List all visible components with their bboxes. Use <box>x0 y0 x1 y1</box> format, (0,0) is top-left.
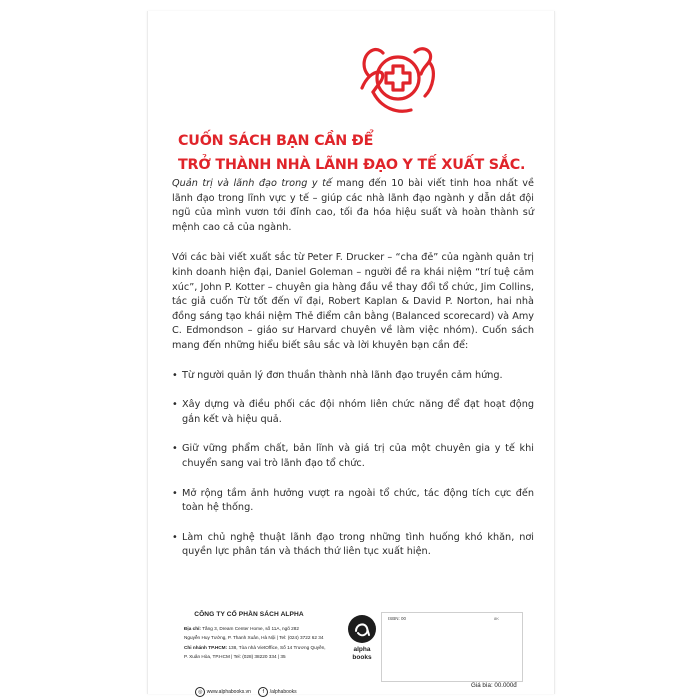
alpha-books-logo <box>346 611 380 683</box>
list-item: • Từ người quản lý đơn thuần thành nhà lãnh đạo truyền cảm hứng. <box>172 369 534 384</box>
headline-line-2: TRỞ THÀNH NHÀ LÃNH ĐẠO Y TẾ XUẤT SẮC. <box>178 157 526 173</box>
bullet: • <box>172 443 178 455</box>
intro-text: mang đến 10 bài viết tinh hoa nhất về lãnh đạo trong lĩnh vực y tế – giúp các nhà lãnh đạo ngành y dẫn dắt đội ngũ của mình vươn tới đỉnh cao, tối đa hóa hiệu suất và hoàn thành sứ mệnh cao cả của ngành. <box>172 178 534 233</box>
list-item: • Làm chủ nghệ thuật lãnh đạo trong những tình huống khó khăn, nơi quyền lực phân tán và thách thứ liên tục xuất hiện. <box>172 531 534 558</box>
hands-holding-medical-cross-icon <box>353 28 441 120</box>
intro-book-title: Quản trị và lãnh đạo trong y tế <box>172 178 332 189</box>
company-name: CÔNG TY CỔ PHẦN SÁCH ALPHA <box>194 611 304 618</box>
isbn-barcode-box <box>381 612 523 682</box>
cover-price: Giá bìa: 00.000đ <box>471 682 517 689</box>
headline <box>178 129 548 177</box>
bullet: • <box>172 531 178 543</box>
intro-paragraph <box>172 177 534 235</box>
facebook-icon: f <box>258 687 268 697</box>
bullet: • <box>172 369 178 381</box>
authors-paragraph: Với các bài viết xuất sắc từ Peter F. Drucker – “cha đẻ” của ngành quản trị kinh doanh hiện đại, Daniel Goleman – người đề ra khái niệm “trí tuệ cảm xúc”, John P. Kotter – chuyên gia hàng đầu về thay đổi tổ chức, Jim Collins, tác giả cuốn Từ tốt đến vĩ đại, Robert Kaplan & David P. Norton, hai nhà đồng sáng tạo khái niệm Thẻ điểm cân bằng (Balanced scorecard) và Amy C. Edmondson – giáo sư Harvard chuyên về làm việc nhóm). Cuốn sách mang đến những hiểu biết sâu sắc và lời khuyên bạn cần để: <box>172 252 534 351</box>
address-line: Địa chỉ: Tầng 3, Dream Center Home, số 11A, ngõ 282 <box>184 626 299 631</box>
bullet: • <box>172 487 178 499</box>
website-link[interactable]: www.alphabooks.vn <box>206 689 251 695</box>
publisher-logo-word-2: books <box>352 654 372 661</box>
list-item: • Giữ vững phẩm chất, bản lĩnh và giá trị của một chuyên gia y tế khi chuyển sang vai trò lãnh đạo tổ chức. <box>172 443 534 469</box>
publisher-info <box>184 611 326 695</box>
benefit-list <box>172 369 534 560</box>
contact-row <box>184 687 314 697</box>
book-back-cover <box>147 11 555 694</box>
headline-line-1: CUỐN SÁCH BẠN CẦN ĐỂ <box>178 133 374 149</box>
list-item: • Mở rộng tầm ảnh hưởng vượt ra ngoài tổ chức, tác động tích cực đến toàn hệ thống. <box>172 487 534 514</box>
list-item: • Xây dựng và điều phối các đội nhóm liên chức năng để đạt hoạt động gắn kết và hiệu quả. <box>172 399 534 425</box>
isbn-label: ISBN: 00 <box>388 616 407 621</box>
branch-line: Chi nhánh TP.HCM: 138, Tòa nhà VietOffice, Số 14 Trương Quyền, <box>184 644 326 650</box>
isbn-small-code: 8K <box>494 616 499 621</box>
publisher-logo-word-1: alpha <box>353 646 371 653</box>
address-line: Nguyễn Huy Tưởng, P. Thanh Xuân, Hà Nội | Tel: (024) 3722 62 34 <box>184 635 324 641</box>
facebook-link[interactable]: /alphabooks <box>269 689 297 695</box>
globe-icon: ◎ <box>195 687 205 697</box>
branch-line: P. Xuân Hòa, TP.HCM | Tel: (028) 38220 334 | 35 <box>184 653 286 659</box>
description <box>172 177 534 575</box>
bullet: • <box>172 399 178 411</box>
